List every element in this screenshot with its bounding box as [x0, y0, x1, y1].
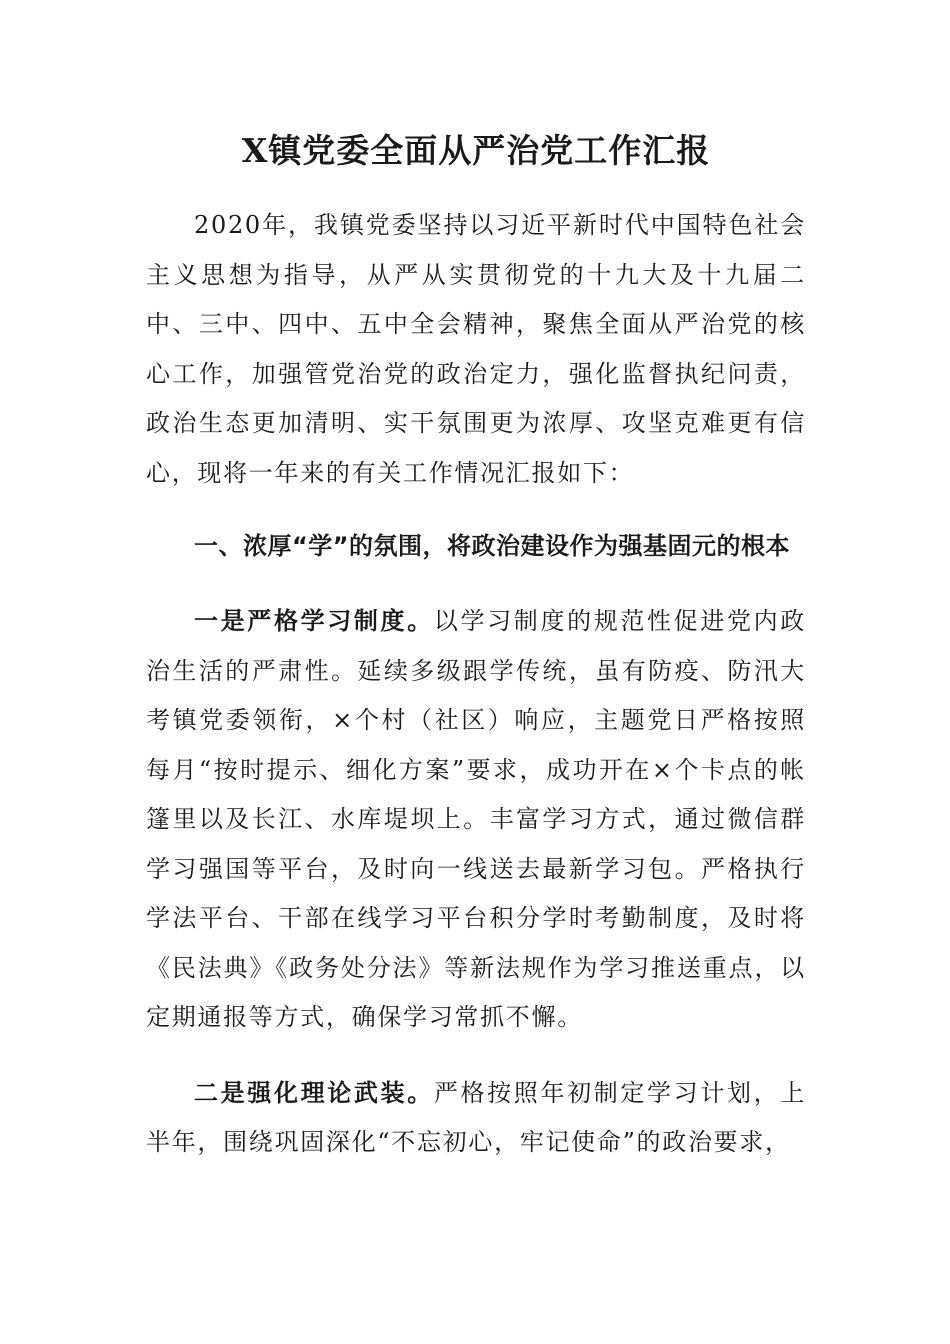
- item-lead-2: 二是强化理论武装。: [194, 1078, 434, 1107]
- item-paragraph-2: [146, 1069, 806, 1168]
- document-title: X镇党委全面从严治党工作汇报: [241, 131, 711, 170]
- item-text-1: 以学习制度的规范性促进党内政治生活的严肃性。延续多级跟学传统，虽有防疫、防汛大考镇党委领衔，×个村（社区）响应，主题党日严格按照每月“按时提示、细化方案”要求，成功开在×个卡点的帐篷里以及长江、水库堤坝上。丰富学习方式，通过微信群学习强国等平台，及时向一线送去最新学习包。严格执行学法平台、干部在线学习平台积分学时考勤制度，及时将《民法典》《政务处分法》等新法规作为学习推送重点，以定期通报等方式，确保学习常抓不懈。: [146, 607, 806, 1031]
- item-lead-1: 一是严格学习制度。: [194, 607, 434, 635]
- section-heading: 一、浓厚“学”的氛围，将政治建设作为强基固元的根本: [194, 532, 791, 560]
- intro-paragraph: 2020年，我镇党委坚持以习近平新时代中国特色社会主义思想为指导，从严从实贯彻党的十九大及十九届二中、三中、四中、五中全会精神，聚焦全面从严治党的核心工作，加强管党治党的政治定力，强化监督执纪问责，政治生态更加清明、实干氛围更为浓厚、攻坚克难更有信心，现将一年来的有关工作情况汇报如下：: [146, 211, 806, 487]
- document-page: [146, 0, 806, 1168]
- item-paragraph-1: [146, 597, 806, 1043]
- item-text-2: 严格按照年初制定学习计划，上半年，围绕巩固深化“不忘初心，牢记使命”的政治要求，: [146, 1078, 806, 1156]
